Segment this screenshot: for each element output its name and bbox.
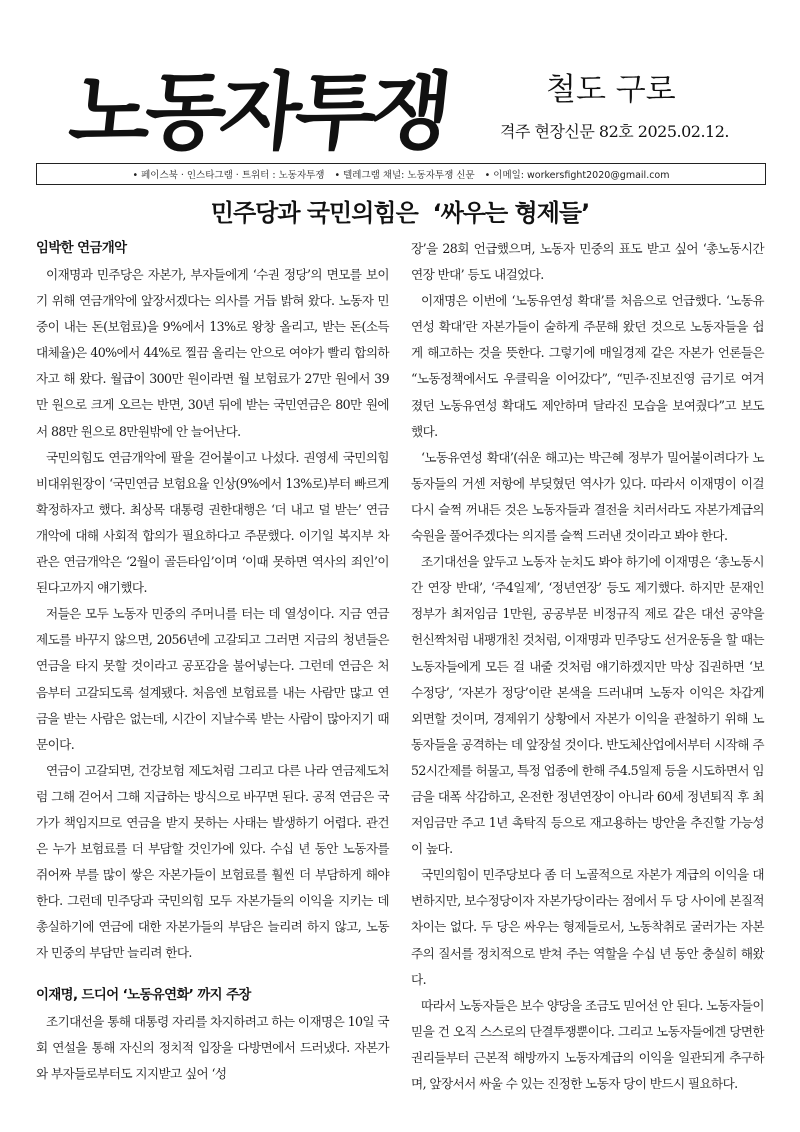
bullet-icon: • — [484, 170, 491, 181]
headline: 민주당과 국민의힘은 ‘싸우는 형제들’ — [210, 199, 590, 227]
paragraph: ‘노동유연성 확대’(쉬운 해고)는 박근혜 정부가 밀어붙이려다가 노동자들의 거센 저항에 부딪혔던 역사가 있다. 따라서 이재명이 이걸 다시 슬쩍 꺼내든 것은 노동자들과 결전을 치러서라도 자본가계급의 숙원을 풀어주겠다는 의지를 슬쩍 드러낸 것이라고 봐야 한다. — [411, 449, 764, 544]
contact-email-text: 이메일: workersfight2020@gmail.com — [493, 170, 670, 181]
contact-email — [485, 167, 670, 181]
paragraph-continued: 장’을 28회 언급했으며, 노동자 민중의 표도 받고 싶어 ‘총노동시간 연장 반대’ 등도 내걸었다. — [411, 241, 764, 283]
paragraph: 연금이 고갈되면, 건강보험 제도처럼 그리고 다른 나라 연금제도처럼 그해 걷어서 그해 지급하는 방식으로 바꾸면 된다. 공적 연금은 국가가 책임지므로 연금을 받지 못하는 사태는 발생하기 어렵다. 관건은 누가 보험료를 더 부담할 것인가에 있다. 수십 년 동안 노동자를 쥐어짜 부를 많이 쌓은 자본가들이 보험료를 훨씬 더 부담하게 해야 한다. 그런데 민주당과 국민의힘 모두 자본가들의 이익을 지키는 데 총실하기에 연금에 대한 자본가들의 부담은 늘리려 하지 않고, 노동자 민중의 부담만 늘리려 한다. — [36, 762, 389, 961]
bullet-icon: • — [334, 170, 341, 181]
issue-line: 격주 현장신문 82호 2025.02.12. — [500, 122, 730, 141]
paragraph: 이재명은 이번에 ‘노동유연성 확대’를 처음으로 언급했다. ‘노동유연성 확대’란 자본가들이 술하게 주문해 왔던 것으로 노동자들을 쉽게 해고하는 것을 뜻한다. 그렇기에 매일경제 같은 자본가 언론들은 “노동정책에서도 우클릭을 이어갔다”, “민주·진보진영 금기로 여겨졌던 노동유연성 확대도 제안하며 달라진 모습을 보여줬다”고 보도했다. — [411, 293, 764, 439]
subheading-labor-flexibility: 이재명, 드디어 ‘노동유연화’ 까지 주장 — [36, 987, 251, 1003]
subheading-pension: 임박한 연금개악 — [36, 241, 127, 256]
paragraph: 따라서 노동자들은 보수 양당을 조금도 믿어선 안 된다. 노동자들이 믿을 건 오직 스스로의 단결투쟁뿐이다. 그리고 노동자들에겐 당면한 권리들부터 근본적 해방까지 노동자계급의 이익을 일관되게 추구하며, 앞장서서 싸울 수 있는 진정한 노동자 당이 반드시 필요하다. — [411, 997, 764, 1091]
paragraph: 조기대선을 통해 대통령 자리를 차지하려고 하는 이재명은 10일 국회 연설을 통해 자신의 정치적 입장을 다방면에서 드러냈다. 자본가와 부자들로부터도 지지받고 싶어 ‘성 — [36, 1013, 389, 1081]
contact-social-text: 페이스북 · 인스타그램 · 트위터 : 노동자투쟁 — [141, 170, 325, 181]
contact-telegram — [334, 167, 474, 181]
bullet-icon: • — [132, 170, 139, 181]
paragraph: 국민의힘도 연금개악에 팔을 걷어붙이고 나섰다. 권영세 국민의힘 비대위원장이 ‘국민연금 보험요율 인상(9%에서 13%로)부터 빠르게 확정하자고 했다. 최상목 대통령 권한대행은 ‘더 내고 덜 받는’ 연금개악에 대해 사회적 합의가 필요하다고 주문했다. 이기일 복지부 차관은 연금개악은 ‘2월이 골든타임’이며 ‘이때 못하면 역사의 죄인’이 된다고까지 얘기했다. — [36, 449, 389, 596]
contact-telegram-text: 텔레그램 채널: 노동자투쟁 신문 — [343, 170, 475, 181]
paragraph: 저들은 모두 노동자 민중의 주머니를 터는 데 열성이다. 지금 연금제도를 바꾸지 않으면, 2056년에 고갈되고 그러면 지금의 청년들은 연금을 타지 못할 것이라고 공포감을 불어넣는다. 그런데 연금은 처음부터 고갈되도록 설계됐다. 처음엔 보험료를 내는 사람만 많고 연금을 받는 사람은 없는데, 시간이 지날수록 받는 사람이 많아지기 때문이다. — [36, 606, 389, 752]
contact-social — [133, 167, 325, 181]
paragraph: 국민의힘이 민주당보다 좀 더 노골적으로 자본가 계급의 이익을 대변하지만, 보수정당이자 자본가당이라는 점에서 두 당 사이에 본질적 차이는 없다. 두 당은 싸우는 형제들로서, 노동착취로 굴러가는 자본주의 질서를 정치적으로 받쳐 주는 역할을 수십 년 동안 충실히 해왔다. — [411, 867, 764, 987]
paragraph: 이재명과 민주당은 자본가, 부자들에게 ‘수권 정당’의 면모를 보이기 위해 연금개악에 앞장서겠다는 의사를 거듭 밝혀 왔다. 노동자 민중이 내는 돈(보험료)을 9%에서 13%로 왕창 올리고, 받는 돈(소득대체율)은 40%에서 44%로 찔끔 올리는 안으로 여야가 빨리 합의하자고 해 왔다. 월급이 300만 원이라면 월 보험료가 27만 원에서 39만 원으로 크게 오르는 반면, 30년 뒤에 받는 국민연금은 80만 원에서 88만 원으로 8만원밖에 안 늘어난다. — [36, 267, 389, 439]
paragraph: 조기대선을 앞두고 노동자 눈치도 봐야 하기에 이재명은 ‘총노동시간 연장 반대’, ‘주4일제’, ‘정년연장’ 등도 제기했다. 하지만 문재인 정부가 최저임금 1만원, 공공부문 비정규직 제로 같은 대선 공약을 헌신짝처럼 내팽개친 것처럼, 이재명과 민주당도 선거운동을 할 때는 노동자들에게 모든 걸 내줄 것처럼 얘기하겠지만 막상 집권하면 ‘보수정당’, ‘자본가 정당’이란 본색을 드러내며 노동자 이익은 차갑게 외면할 것이며, 경제위기 상황에서 자본가 이익을 관철하기 위해 노동자들을 공격하는 데 앞장설 것이다. 반도체산업에서부터 시작해 주52시간제를 허물고, 특정 업종에 한해 주4.5일제 등을 시도하면서 임금을 대폭 삭감하고, 온전한 정년연장이 아니라 60세 정년퇴직 후 최저임금만 주고 1년 촉탁직 등으로 재고용하는 방안을 추진할 가능성이 높다. — [411, 554, 764, 857]
contact-bar — [36, 163, 766, 185]
article-column-right — [411, 236, 764, 1097]
masthead-title: 노동자투쟁 — [64, 63, 451, 161]
section-name: 철도 구로 — [546, 72, 676, 108]
article-column-left — [36, 236, 389, 1087]
